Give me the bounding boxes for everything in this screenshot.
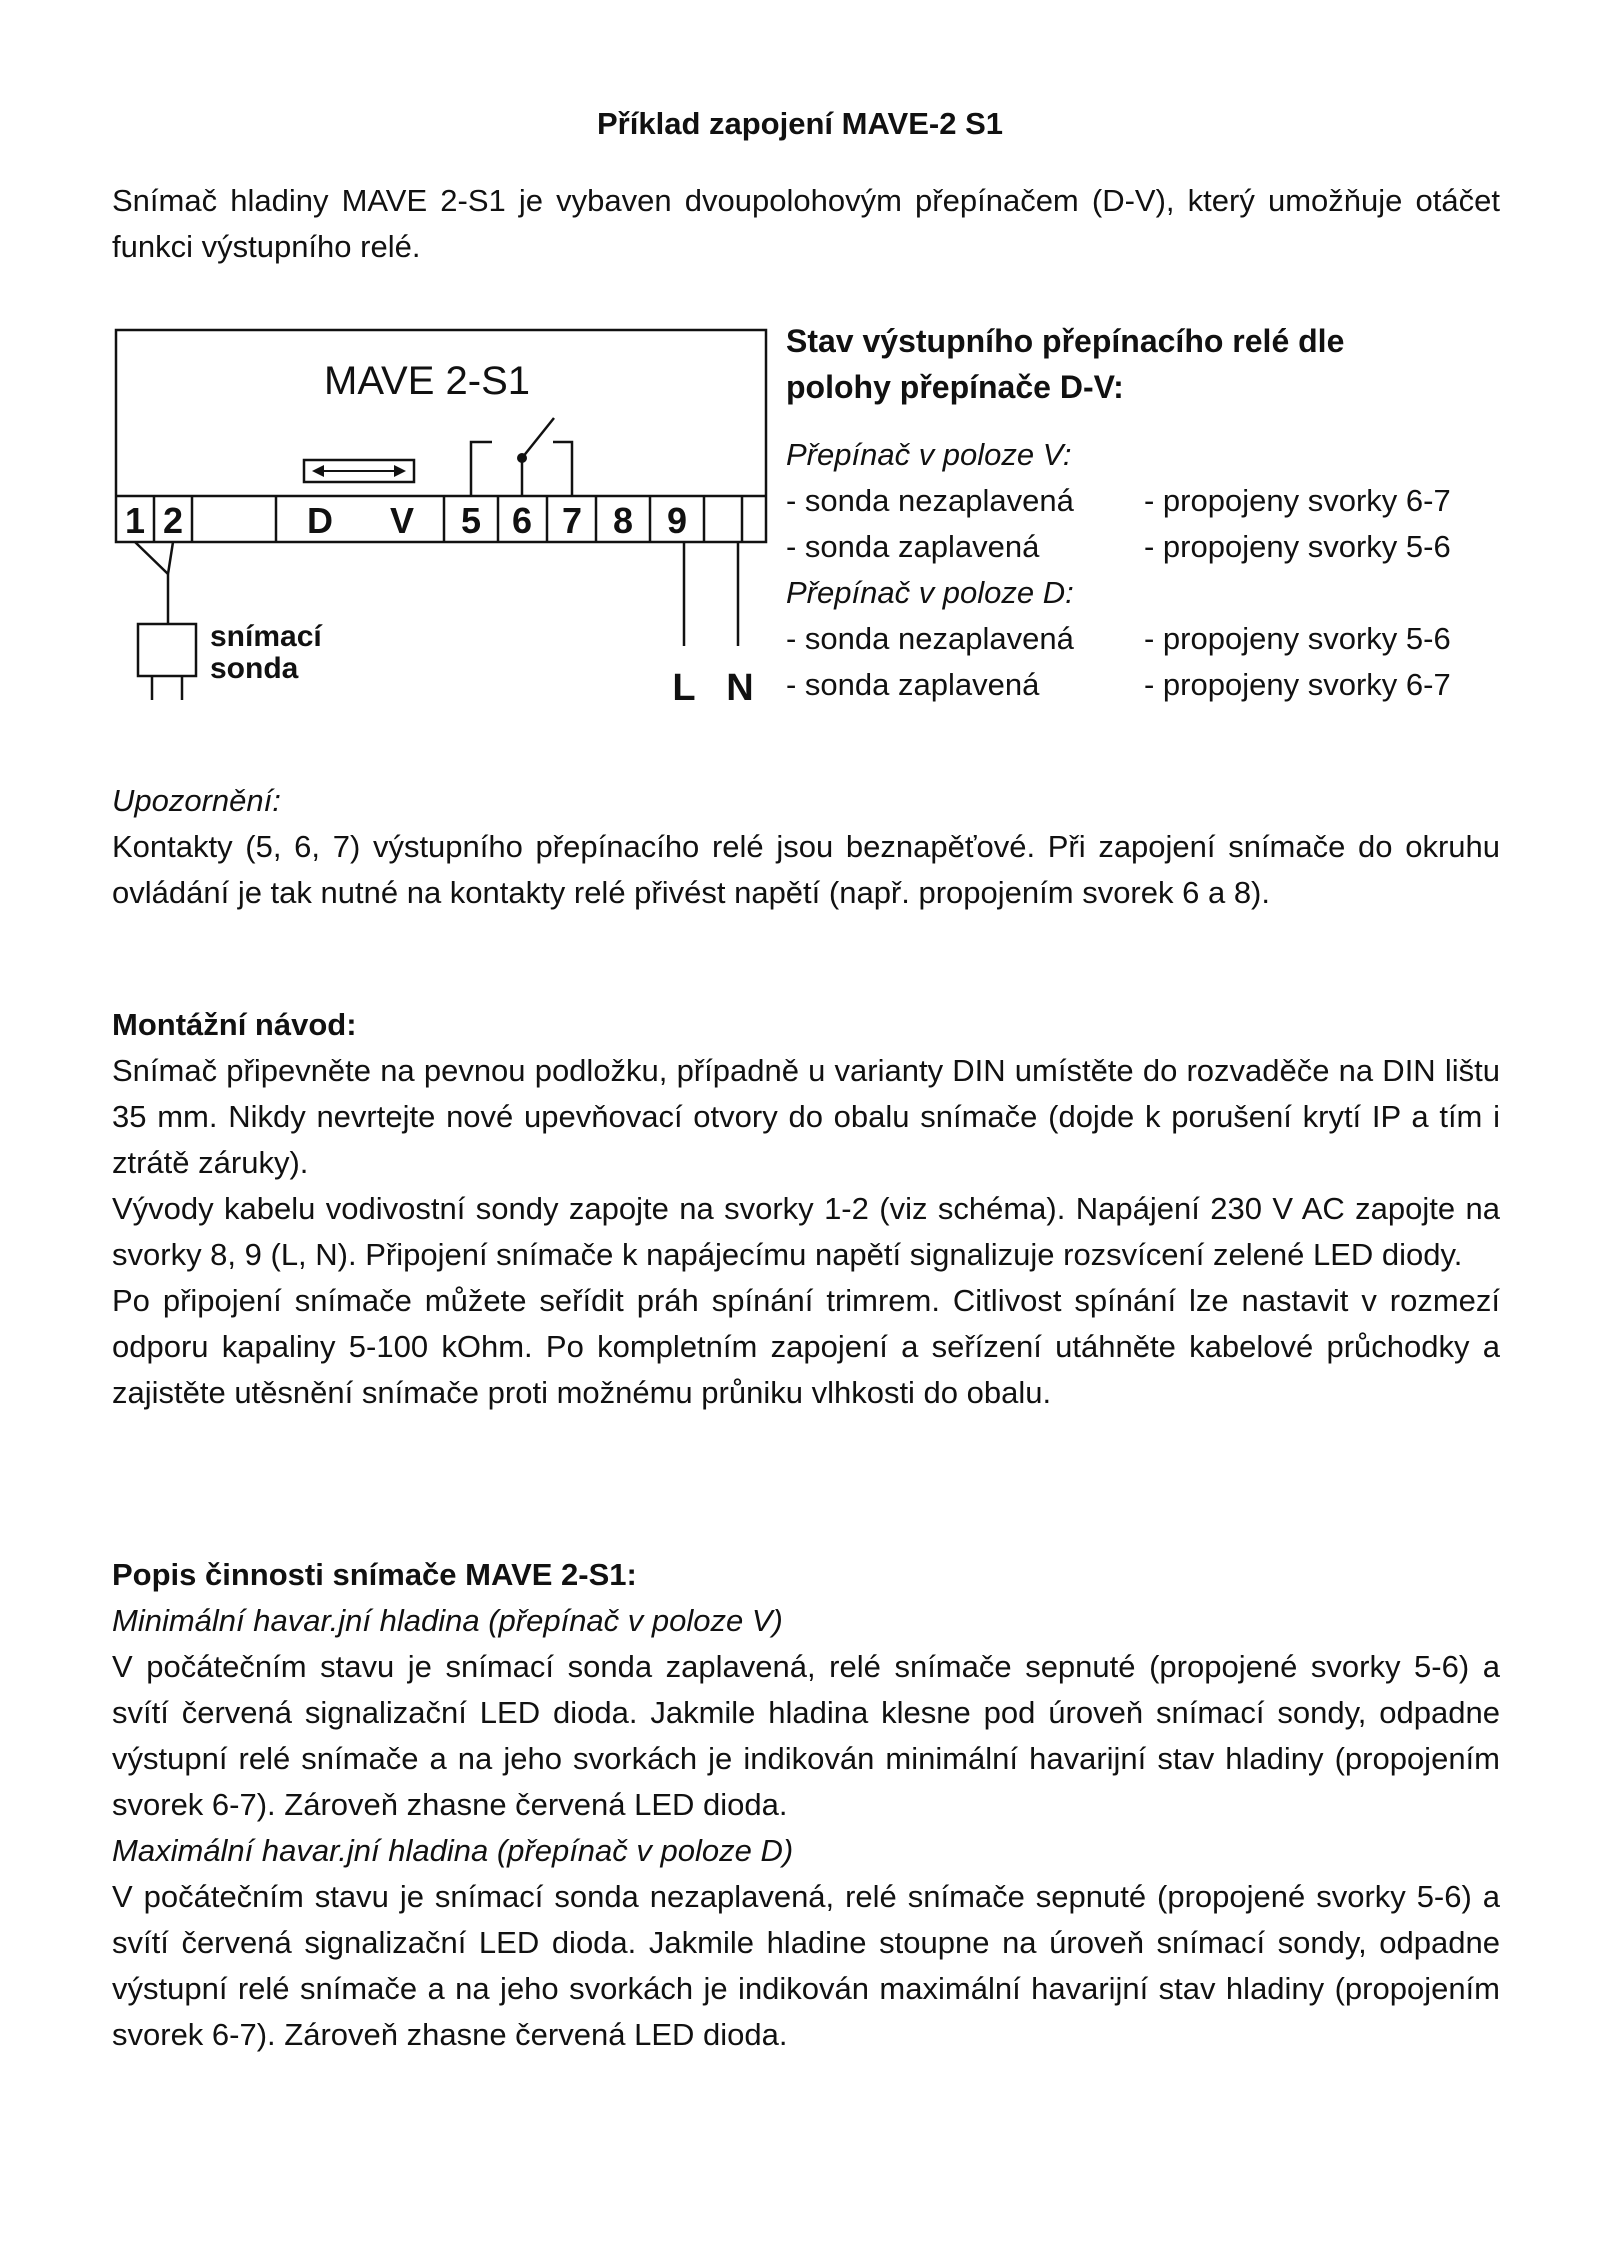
terminal-label: D — [307, 500, 333, 541]
operation-section — [112, 1552, 1500, 2058]
device-label: MAVE 2-S1 — [324, 359, 530, 403]
condition-text: - sonda zaplavená — [786, 529, 1040, 564]
terminal-label: V — [389, 500, 415, 541]
mounting-paragraph: Snímač připevněte na pevnou podložku, případně u varianty DIN umístěte do rozvaděče na DIN lištu 35 mm. Nikdy nevrtejte nové upevňovací otvory do obalu snímače (dojde k porušení krytí IP a tím i ztrátě záruky). — [112, 1053, 1500, 1180]
terminal-label: 5 — [460, 500, 482, 541]
position-v-title: Přepínač v poloze V: — [786, 437, 1072, 472]
min-level-title: Minimální havar.jní hladina (přepínač v poloze V) — [112, 1603, 783, 1638]
intro-text: Snímač hladiny MAVE 2-S1 je vybaven dvoupolohovým přepínačem (D-V), který umožňuje otáčet funkci výstupního relé. — [112, 183, 1500, 264]
list-item — [786, 524, 1506, 570]
relay-state-section — [786, 318, 1506, 708]
terminal-label: 2 — [162, 500, 184, 541]
mounting-section — [112, 1002, 1500, 1416]
list-item — [786, 616, 1506, 662]
arrow-left-icon — [312, 465, 324, 477]
relay-state-heading-line1: Stav výstupního přepínacího relé dle — [786, 323, 1345, 359]
arrow-right-icon — [394, 465, 406, 477]
condition-text: - sonda zaplavená — [786, 667, 1040, 702]
terminal-label: 6 — [511, 500, 533, 541]
relay-contact-symbol — [471, 418, 572, 496]
operation-heading: Popis činnosti snímače MAVE 2-S1: — [112, 1557, 637, 1592]
terminal-label: 9 — [666, 500, 688, 541]
wiring-diagram-svg — [112, 328, 772, 718]
intro-paragraph — [112, 178, 1500, 270]
result-text: - propojeny svorky 5-6 — [1144, 529, 1451, 564]
terminal-label: 7 — [561, 500, 583, 541]
mounting-paragraph: Po připojení snímače můžete seřídit práh spínání trimrem. Citlivost spínání lze nastavit v rozmezí odporu kapaliny 5-100 kOhm. Po kompletním zapojení a seřízení utáhněte kabelové průchodky a zajistěte utěsnění snímače proti možnému průniku vlhkosti do obalu. — [112, 1283, 1500, 1410]
mounting-heading: Montážní návod: — [112, 1007, 357, 1042]
mounting-paragraph: Vývody kabelu vodivostní sondy zapojte na svorky 1-2 (viz schéma). Napájení 230 V AC zapojte na svorky 8, 9 (L, N). Připojení snímače k napájecímu napětí signalizuje rozsvícení zelené LED diody. — [112, 1191, 1500, 1272]
warning-label: Upozornění: — [112, 783, 281, 818]
supply-wiring — [684, 542, 738, 646]
supply-label-l: L — [672, 667, 696, 709]
relay-state-heading-line2: polohy přepínače D-V: — [786, 369, 1124, 405]
list-item — [786, 478, 1506, 524]
terminal-label: 8 — [612, 500, 634, 541]
min-level-text: V počátečním stavu je snímací sonda zaplavená, relé snímače sepnuté (propojené svorky 5-6) a svítí červená signalizační LED dioda. Jakmile hladina klesne pod úroveň snímací sondy, odpadne výstupní relé snímače a na jeho svorkách je indikován minimální havarijní stav hladiny (propojením svorek 6-7). Zároveň zhasne červená LED dioda. — [112, 1649, 1500, 1822]
condition-text: - sonda nezaplavená — [786, 483, 1074, 518]
probe-label-line1: snímací — [210, 620, 322, 653]
max-level-text: V počátečním stavu je snímací sonda nezaplavená, relé snímače sepnuté (propojené svorky 5-6) a svítí červená signalizační LED dioda. Jakmile hladine stoupne na úroveň snímací sondy, odpadne výstupní relé snímače a na jeho svorkách je indikován maximální havarijní stav hladiny (propojením svorek 6-7). Zároveň zhasne červená LED dioda. — [112, 1879, 1500, 2052]
warning-section — [112, 778, 1500, 916]
warning-text: Kontakty (5, 6, 7) výstupního přepínacího relé jsou beznapěťové. Při zapojení snímače do okruhu ovládání je tak nutné na kontakty relé přivést napětí (např. propojením svorek 6 a 8). — [112, 829, 1500, 910]
page-title: Příklad zapojení MAVE-2 S1 — [597, 106, 1003, 141]
probe-wiring — [135, 542, 196, 700]
supply-label-n: N — [726, 667, 754, 709]
result-text: - propojeny svorky 6-7 — [1144, 667, 1451, 702]
result-text: - propojeny svorky 5-6 — [1144, 621, 1451, 656]
probe-label-line2: sonda — [210, 652, 299, 685]
result-text: - propojeny svorky 6-7 — [1144, 483, 1451, 518]
wiring-diagram — [112, 328, 772, 718]
dv-switch — [304, 460, 414, 482]
position-d-title: Přepínač v poloze D: — [786, 575, 1074, 610]
condition-text: - sonda nezaplavená — [786, 621, 1074, 656]
list-item — [786, 662, 1506, 708]
max-level-title: Maximální havar.jní hladina (přepínač v poloze D) — [112, 1833, 794, 1868]
terminal-label: 1 — [124, 500, 146, 541]
probe-icon — [138, 624, 196, 676]
